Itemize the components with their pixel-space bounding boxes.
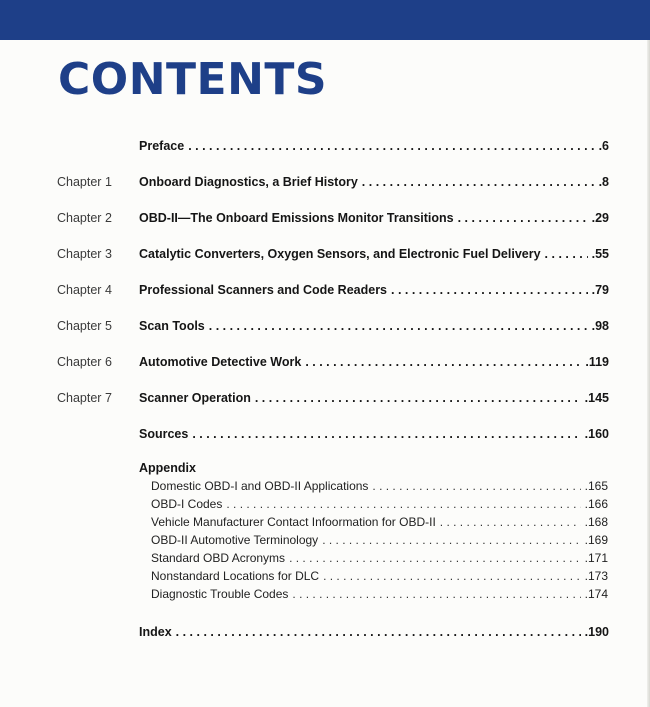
appendix-item-title: Diagnostic Trouble Codes (151, 587, 289, 601)
entry-title: Automotive Detective Work (139, 355, 302, 369)
appendix-item[interactable] (151, 513, 608, 531)
toc-entry-chapter-5[interactable] (0, 316, 650, 336)
entry-title: Catalytic Converters, Oxygen Sensors, and Electronic Fuel Delivery (139, 247, 541, 261)
page-number: .165 (584, 479, 608, 493)
appendix-item[interactable] (151, 477, 608, 495)
appendix-item[interactable] (151, 531, 608, 549)
dot-leader (372, 477, 580, 495)
entry-title: Index (139, 625, 172, 639)
appendix-item-title: Domestic OBD-I and OBD-II Applications (151, 479, 369, 493)
dot-leader (292, 585, 580, 603)
page-number: .6 (598, 139, 609, 153)
entry-title: Scanner Operation (139, 391, 251, 405)
dot-leader (545, 244, 588, 264)
dot-leader (209, 316, 588, 336)
appendix-item-title: Standard OBD Acronyms (151, 551, 286, 565)
page-number: .190 (584, 625, 609, 639)
chapter-label: Chapter 6 (57, 355, 112, 369)
dot-leader (322, 531, 580, 549)
page-number: .55 (591, 247, 609, 261)
page-number: .169 (584, 533, 608, 547)
chapter-label: Chapter 4 (57, 283, 112, 297)
chapter-label: Chapter 1 (57, 175, 112, 189)
appendix-item[interactable] (151, 567, 608, 585)
dot-leader (192, 424, 580, 444)
toc-entry-chapter-1[interactable] (0, 172, 650, 192)
page-number: .174 (584, 587, 608, 601)
appendix-item[interactable] (151, 549, 608, 567)
dot-leader (255, 388, 581, 408)
toc-entry-index[interactable] (0, 622, 650, 642)
dot-leader (289, 549, 581, 567)
entry-title: Preface (139, 139, 185, 153)
page-number: .98 (591, 319, 609, 333)
page-number: .29 (591, 211, 609, 225)
dot-leader (176, 622, 581, 642)
appendix-heading: Appendix (139, 461, 196, 475)
chapter-label: Chapter 5 (57, 319, 112, 333)
toc-entry-chapter-4[interactable] (0, 280, 650, 300)
page-number: .8 (598, 175, 609, 189)
entry-title: Professional Scanners and Code Readers (139, 283, 388, 297)
dot-leader (440, 513, 581, 531)
page-number: .119 (585, 355, 609, 369)
page-number: .173 (584, 569, 608, 583)
toc-entry-chapter-3[interactable] (0, 244, 650, 264)
chapter-label: Chapter 2 (57, 211, 112, 225)
page-number: .160 (584, 427, 609, 441)
toc-entry-chapter-6[interactable] (0, 352, 650, 372)
entry-title: Sources (139, 427, 189, 441)
dot-leader (226, 495, 580, 513)
dot-leader (323, 567, 581, 585)
page-number: .145 (584, 391, 609, 405)
page-title: CONTENTS (58, 54, 328, 105)
appendix-item[interactable] (151, 585, 608, 603)
entry-title: Onboard Diagnostics, a Brief History (139, 175, 358, 189)
toc-entry-chapter-2[interactable] (0, 208, 650, 228)
dot-leader (362, 172, 595, 192)
dot-leader (305, 352, 581, 372)
dot-leader (188, 136, 594, 156)
toc-entry-chapter-7[interactable] (0, 388, 650, 408)
appendix-item[interactable] (151, 495, 608, 513)
toc-entry-preface[interactable] (0, 136, 650, 156)
appendix-item-title: Vehicle Manufacturer Contact Infoormation for OBD-II (151, 515, 436, 529)
page-number: .79 (591, 283, 609, 297)
chapter-label: Chapter 7 (57, 391, 112, 405)
page-number: .171 (584, 551, 608, 565)
chapter-label: Chapter 3 (57, 247, 112, 261)
dot-leader (458, 208, 588, 228)
page-number: .168 (584, 515, 608, 529)
appendix-item-title: OBD-II Automotive Terminology (151, 533, 319, 547)
dot-leader (391, 280, 588, 300)
appendix-item-title: Nonstandard Locations for DLC (151, 569, 320, 583)
appendix-item-title: OBD-I Codes (151, 497, 223, 511)
entry-title: OBD-II—The Onboard Emissions Monitor Transitions (139, 211, 454, 225)
page-number: .166 (584, 497, 608, 511)
toc-entry-sources[interactable] (0, 424, 650, 444)
entry-title: Scan Tools (139, 319, 205, 333)
